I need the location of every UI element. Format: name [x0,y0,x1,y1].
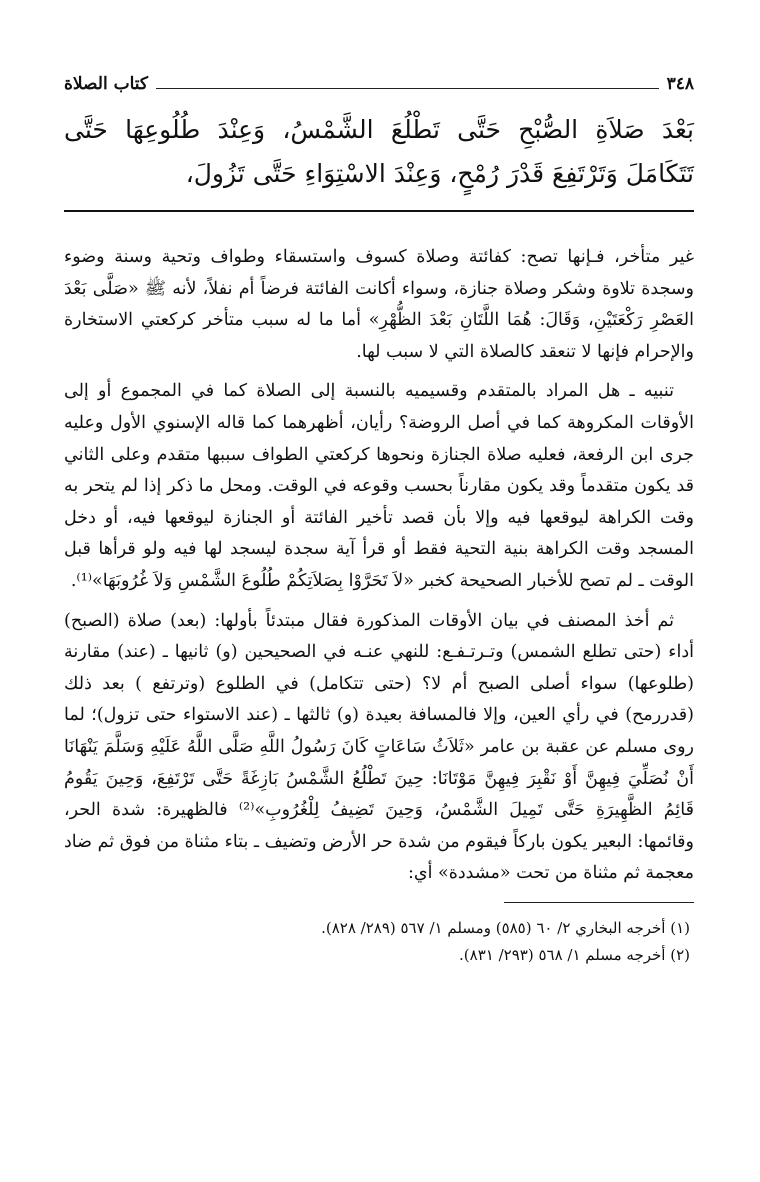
paragraph: غير متأخر، فـإنها تصح: كفائتة وصلاة كسوف واستسقاء وطواف وتحية وسنة وضوء وسجدة تلاوة وشكر وصلاة جنازة، وسواء أكانت الفائتة فرضاً أم نفلاً، لأنه ﷺ «صَلَّى بَعْدَ العَصْرِ رَكْعَتَيْنِ، وَقَالَ: هُمَا اللَّتَانِ بَعْدَ الظُّهْرِ» أما ما له سبب متأخر كركعتي الاستخارة والإحرام فإنها لا تنعقد كالصلاة التي لا سبب لها. [64,247,694,362]
commentary [64,242,694,890]
page-number: ٣٤٨ [666,74,694,94]
footnotes [64,915,694,969]
header-rule [156,88,659,89]
book-title: كتاب الصلاة [64,74,149,94]
matn-divider [64,210,694,212]
footnote: (١) أخرجه البخاري ٢/ ٦٠ (٥٨٥) ومسلم ١/ ٥٦٧ (٢٨٩/ ٨٢٨). [321,918,690,937]
footnote-divider [504,902,694,903]
book-page [64,68,694,969]
matn-text: بَعْدَ صَلاَةِ الصُّبْحِ حَتَّى تَطْلُعَ الشَّمْسُ، وَعِنْدَ طُلُوعِهَا حَتَّى تَتَكَامَلَ وَتَرْتَفِعَ قَدْرَ رُمْحٍ، وَعِنْدَ الاسْتِوَاءِ حَتَّى تَزُولَ، [64,115,694,188]
footnote: (٢) أخرجه مسلم ١/ ٥٦٨ (٢٩٣/ ٨٣١). [459,945,690,964]
page-header [64,68,694,94]
paragraph: تنبيه ـ هل المراد بالمتقدم وقسيميه بالنسبة إلى الصلاة كما في المجموع أو إلى الأوقات المكروهة كما في أصل الروضة؟ رأيان، أظهرهما كما قاله الإسنوي الأول وعليه جرى ابن الرفعة، فعليه صلاة الجنازة ونحوها كركعتي الطواف سببها متقدم وعلى الثاني قد يكون متقدماً وقد يكون مقارناً بحسب وقوعه في الوقت. ومحل ما ذكر إذا لم يتحر به وقت الكراهة ليوقعها فيه وإلا بأن قصد تأخير الفائتة أو الجنازة ليوقعها فيه، أو دخل المسجد وقت الكراهة بنية التحية فقط أو قرأ آية سجدة ليسجد لها فيه ولو قرأها قبل الوقت ـ لم تصح للأخبار الصحيحة كخبر «لاَ تَحَرَّوْا بِصَلاَتِكُمْ طُلُوعَ الشَّمْسِ وَلاَ غُرُوبَهَا»⁽¹⁾. [64,381,694,591]
paragraph: ثم أخذ المصنف في بيان الأوقات المذكورة فقال مبتدئاً بأولها: (بعد) صلاة (الصبح) أداء (حتى تطلع الشمس) وتـرتـفـع: للنهي عنـه في الصحيحين (و) ثانيها ـ (عند) مقارنة (طلوعها) سواء أصلى الصبح أم لا؟ (حتى تتكامل) في الطلوع (وترتفع ) بعد ذلك (قدررمح) في رأي العين، وإلا فالمسافة بعيدة (و) ثالثها ـ (عند الاستواء حتى تزول)؛ لما روى مسلم عن عقبة بن عامر «ثَلاَثُ سَاعَاتٍ كَانَ رَسُولُ اللَّهِ صَلَّى اللَّهُ عَلَيْهِ وَسَلَّمَ يَنْهَانَا أَنْ نُصَلِّيَ فِيهِنَّ أَوْ نَقْبِرَ فِيهِنَّ مَوْتَانَا: حِينَ تَطْلُعُ الشَّمْسُ بَازِغَةً حَتَّى تَرْتَفِعَ، وَحِينَ يَقُومُ قَائِمُ الظَّهِيرَةِ حَتَّى تَمِيلَ الشَّمْسُ، وَحِينَ تَضِيفُ لِلْغُرُوبِ»⁽²⁾ فالظهيرة: شدة الحر، وقائمها: البعير يكون باركاً فيقوم من شدة حر الأرض وتضيف ـ بتاء مثناة من فوق ثم ضاد معجمة ثم مثناة من تحت «مشددة» أي: [64,610,694,884]
